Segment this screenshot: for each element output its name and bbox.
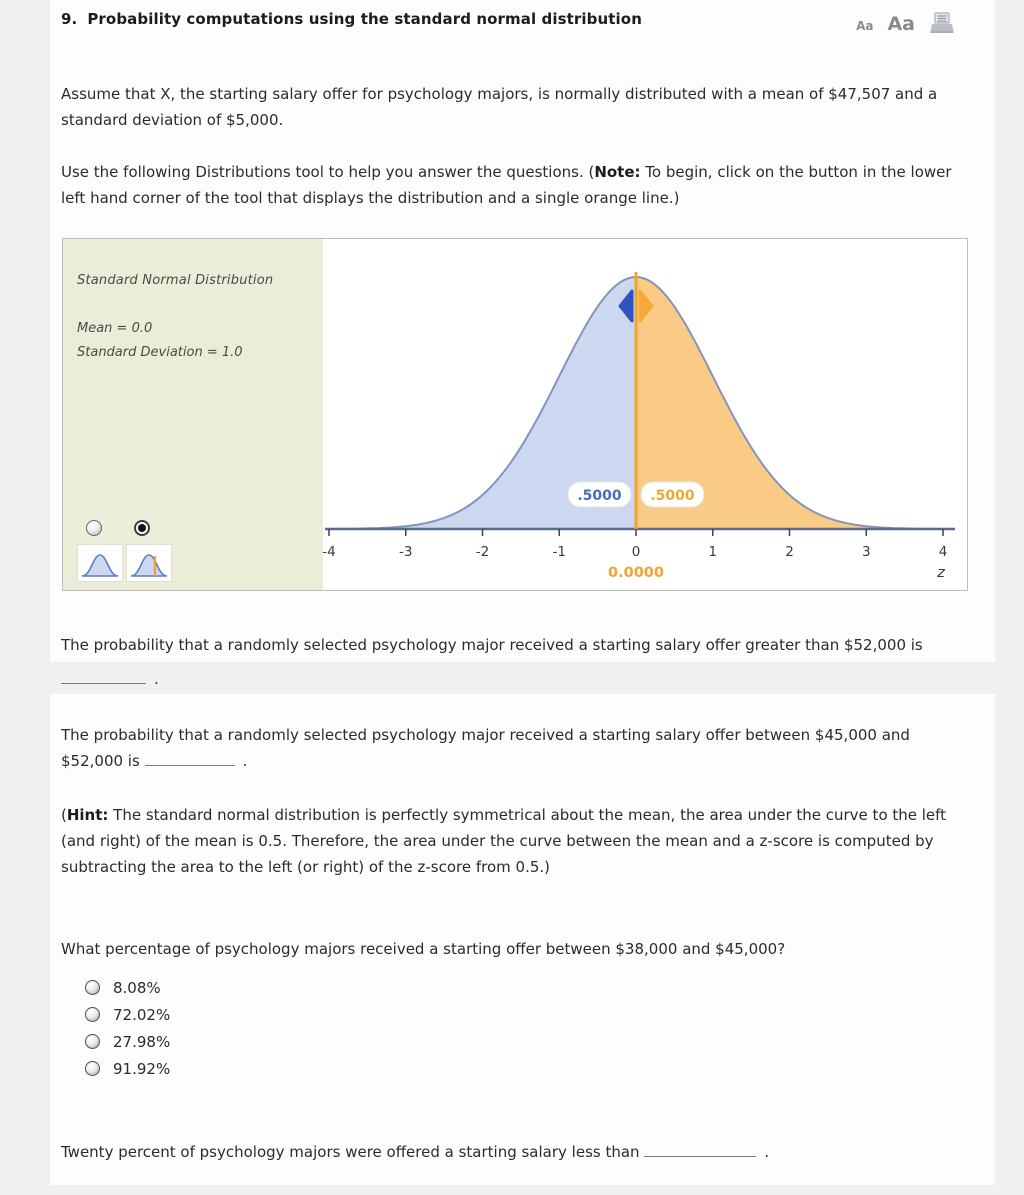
question-title: [61, 10, 642, 28]
hint-bold: Hint:: [66, 806, 109, 824]
option-row[interactable]: [61, 1001, 973, 1028]
distributions-tool: [62, 238, 968, 591]
font-size-small-button[interactable]: Aa: [856, 19, 874, 33]
question3-prompt: What percentage of psychology majors received a starting offer between $38,000 and $45,000?: [61, 940, 786, 958]
option-radio-3[interactable]: [85, 1034, 100, 1049]
font-size-large-button[interactable]: Aa: [887, 12, 915, 35]
option-label-1: 8.08%: [113, 978, 161, 997]
question-header: [61, 10, 973, 35]
option-radio-2[interactable]: [85, 1007, 100, 1022]
tool-controls: [77, 520, 323, 582]
print-icon[interactable]: [929, 11, 955, 35]
x-tick-label: 2: [785, 544, 794, 560]
distribution-chart-area: [323, 239, 967, 590]
tool-title: Standard Normal Distribution: [77, 273, 274, 288]
option-row[interactable]: [61, 1055, 973, 1082]
bell-curve-line-icon: [129, 549, 169, 579]
x-tick-label: 1: [708, 544, 718, 560]
tool-icon-row: [77, 544, 323, 582]
question1-period: .: [154, 670, 159, 688]
x-tick-label: -3: [399, 544, 413, 560]
hint-post: The standard normal distribution is perfectly symmetrical about the mean, the area under the curve to the left (and right) of the mean is 0.5. Therefore, the area under the curve between the mean and a z-score is computed by subtracting the area to the left (or right) of the z-score from 0.5.): [61, 806, 947, 876]
option-label-2: 72.02%: [113, 1005, 171, 1024]
x-tick-label: 0: [631, 544, 641, 560]
question-title-text: Probability computations using the standard normal distribution: [87, 10, 642, 28]
tool-radio-plain-curve[interactable]: [86, 520, 102, 536]
x-tick-label: 4: [938, 544, 948, 560]
left-area-value: .5000: [577, 488, 622, 504]
curve-icon-button[interactable]: [77, 544, 123, 582]
tool-mean-label: Mean = 0.0: [77, 321, 153, 336]
option-radio-4[interactable]: [85, 1061, 100, 1076]
tool-sidebar: [63, 239, 323, 590]
x-axis-name: z: [937, 565, 945, 581]
option-row[interactable]: [61, 974, 973, 1001]
instructions-post: To begin, click on the button in the lower left hand corner of the tool that displays the distribution and a single orange line.): [61, 163, 952, 207]
question1-answer-blank[interactable]: [61, 669, 146, 684]
option-radio-1[interactable]: [85, 980, 100, 995]
right-area-value: .5000: [650, 488, 695, 504]
option-row[interactable]: [61, 1028, 973, 1055]
question-card-main: [50, 0, 995, 688]
instructions-pre: Use the following Distributions tool to help you answer the questions. (: [61, 163, 595, 181]
instructions-note-bold: Note:: [594, 163, 641, 181]
x-tick-label: -2: [475, 544, 490, 560]
tool-sd-label: Standard Deviation = 1.0: [77, 345, 243, 360]
divider-value-label: 0.0000: [608, 565, 664, 581]
question4-text-span: Twenty percent of psychology majors were offered a starting salary less than: [61, 1143, 640, 1161]
option-label-4: 91.92%: [113, 1059, 171, 1078]
question1-text: The probability that a randomly selected psychology major received a starting salary offer greater than $52,000 is: [61, 636, 923, 654]
normal-distribution-chart[interactable]: [323, 239, 967, 590]
question3-options: [61, 974, 973, 1082]
question4-answer-blank[interactable]: [644, 1142, 756, 1157]
x-tick-label: -1: [552, 544, 566, 560]
option-label-3: 27.98%: [113, 1032, 171, 1051]
hint-pre: (: [61, 806, 67, 824]
question-number: 9.: [61, 10, 78, 28]
tool-instructions-paragraph: [61, 159, 973, 211]
tool-radio-curve-with-line[interactable]: [134, 520, 150, 536]
question2-period: .: [242, 752, 248, 770]
x-tick-label: 3: [861, 544, 871, 560]
question-card-secondary: [50, 694, 995, 1185]
x-tick-label: -4: [322, 544, 336, 560]
hint-paragraph: [61, 802, 973, 880]
bell-curve-icon: [80, 549, 120, 579]
question2-text-span: The probability that a randomly selected psychology major received a starting salary offer between $45,000 and $52,000 is: [61, 726, 910, 770]
question2-answer-blank[interactable]: [145, 751, 235, 766]
question4-text: [61, 1139, 973, 1165]
question4-period: .: [764, 1143, 770, 1161]
header-toolbar: [856, 11, 955, 35]
question2-text: [61, 722, 973, 774]
intro-paragraph: Assume that X, the starting salary offer for psychology majors, is normally distributed with a mean of $47,507 and a standard deviation of $5,000.: [61, 85, 938, 129]
tool-radio-row: [77, 520, 323, 536]
curve-with-line-icon-button[interactable]: [126, 544, 172, 582]
